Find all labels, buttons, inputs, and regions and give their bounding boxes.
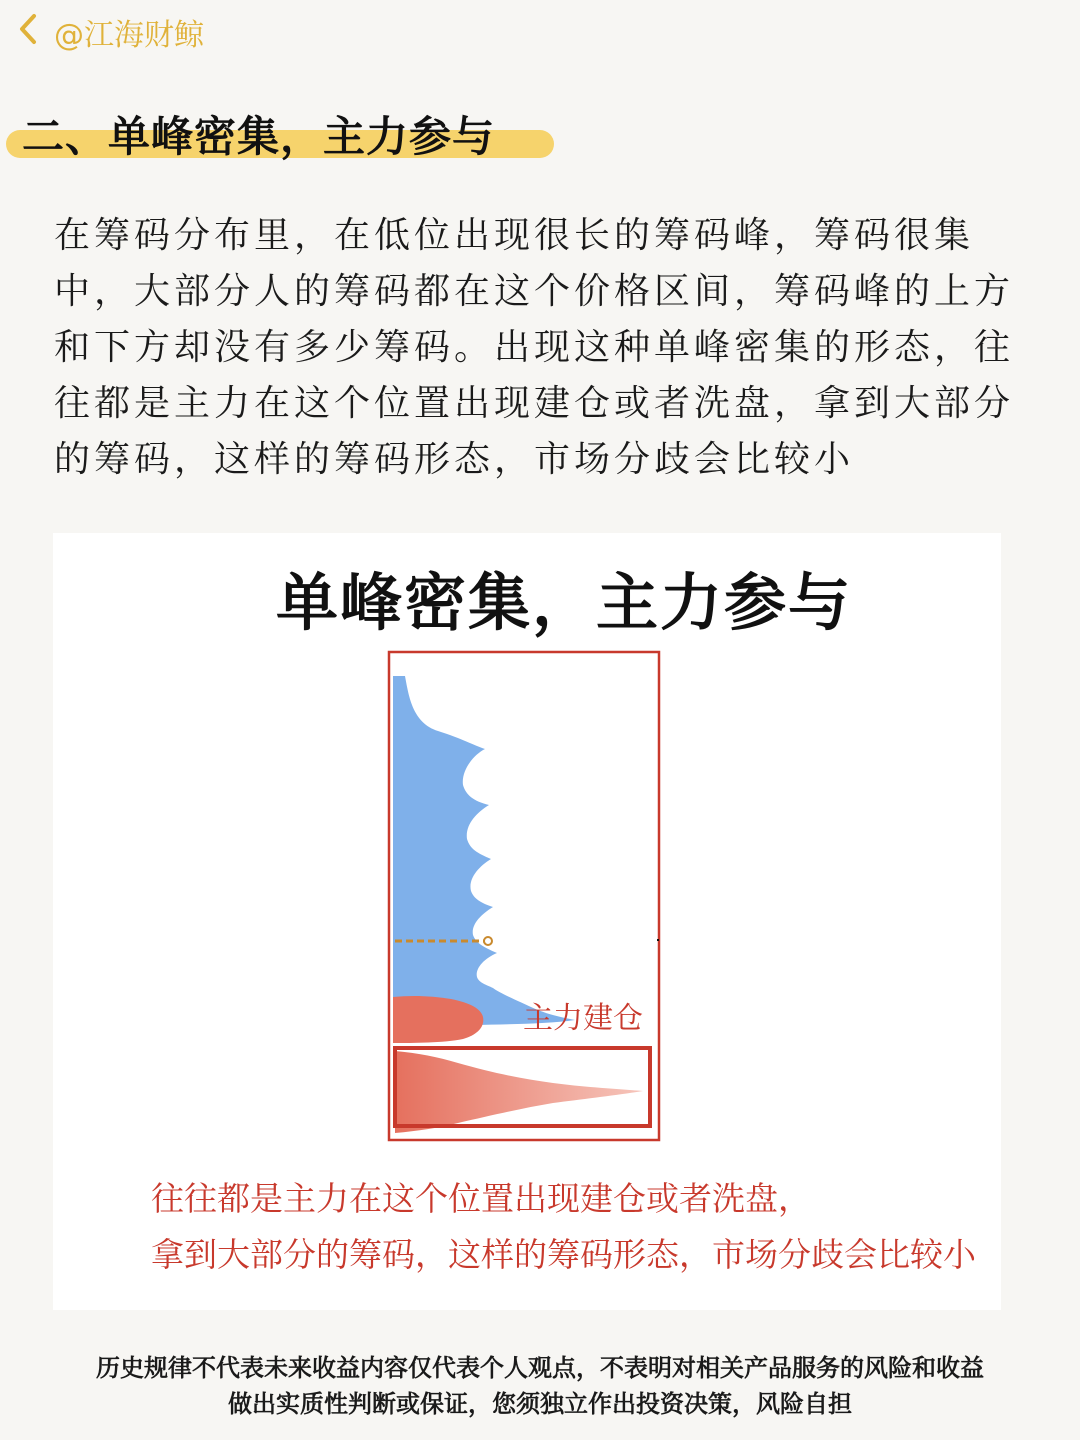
risk-disclaimer bbox=[0, 1350, 1080, 1422]
upper-chip-area bbox=[393, 676, 575, 1025]
back-chevron-icon[interactable] bbox=[14, 12, 44, 46]
disclaimer-line1: 历史规律不代表未来收益内容仅代表个人观点，不表明对相关产品服务的风险和收益 bbox=[96, 1354, 984, 1382]
section-body-text: 在筹码分布里，在低位出现很长的筹码峰，筹码很集中，大部分人的筹码都在这个价格区间，筹码峰的上方和下方却没有多少筹码。出现这种单峰密集的形态，往往都是主力在这个位置出现建仓或者洗盘，拿到大部分的筹码，这样的筹码形态，市场分歧会比较小 bbox=[54, 215, 1015, 480]
main-chip-peak bbox=[395, 1051, 643, 1133]
chip-distribution-figure bbox=[53, 533, 1001, 1310]
chip-peak-label: 主力建仓 bbox=[523, 1001, 643, 1036]
figure-title: 单峰密集，主力参与 bbox=[275, 566, 852, 639]
disclaimer-line2: 做出实质性判断或保证，您须独立作出投资决策，风险自担 bbox=[228, 1390, 852, 1418]
figure-caption-line2: 拿到大部分的筹码，这样的筹码形态，市场分歧会比较小 bbox=[151, 1235, 976, 1274]
section-heading-block bbox=[0, 100, 560, 168]
avg-cost-marker bbox=[484, 937, 492, 945]
author-handle[interactable]: @江海财鲸 bbox=[54, 18, 204, 53]
section-heading: 二、单峰密集，主力参与 bbox=[22, 112, 496, 161]
top-bar bbox=[0, 0, 1080, 62]
figure-caption-line1: 往往都是主力在这个位置出现建仓或者洗盘， bbox=[151, 1179, 811, 1218]
